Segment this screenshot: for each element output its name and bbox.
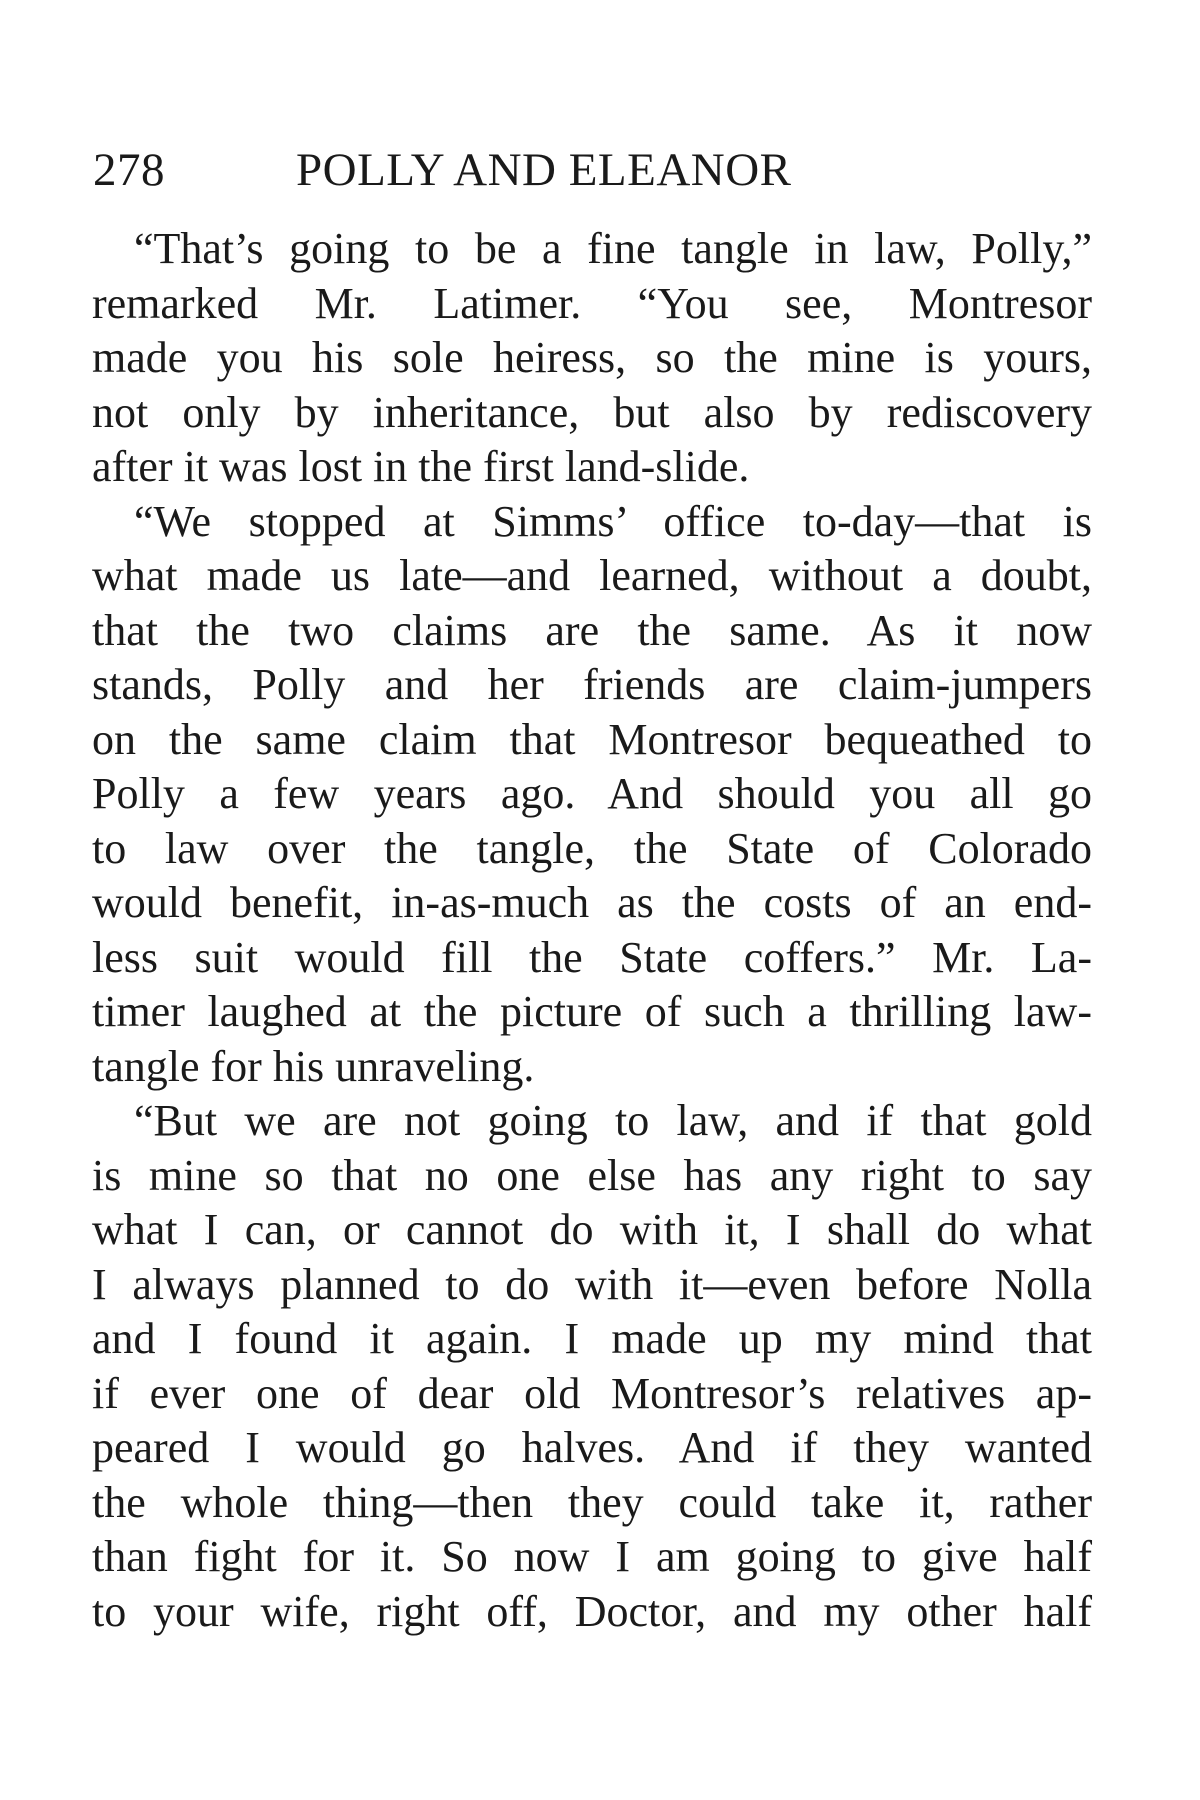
text-line: the whole thing—then they could take it, rather [92, 1477, 1092, 1527]
text-line: not only by inheritance, but also by rediscovery [92, 387, 1092, 437]
text-line: after it was lost in the first land-slide. [92, 442, 750, 491]
text-line: what I can, or cannot do with it, I shall do what [92, 1205, 1092, 1254]
text-line: peared I would go halves. And if they wanted [92, 1423, 1092, 1472]
text-line: would benefit, in-as-much as the costs of an end- [92, 878, 1092, 927]
body-text [92, 222, 1092, 1639]
text-line: stands, Polly and her friends are claim-jumpers [92, 660, 1092, 709]
text-line: made you his sole heiress, so the mine is yours, [92, 333, 1092, 382]
text-line: and I found it again. I made up my mind that [92, 1314, 1092, 1363]
text-line: on the same claim that Montresor bequeathed to [92, 714, 1092, 764]
page-number: 278 [93, 144, 165, 196]
text-line: “But we are not going to law, and if that gold [134, 1096, 1092, 1145]
text-line: Polly a few years ago. And should you all go [92, 769, 1092, 818]
text-line: less suit would fill the State coffers.” Mr. La- [92, 932, 1092, 982]
text-line: than fight for it. So now I am going to give half [92, 1532, 1092, 1581]
text-line: I always planned to do with it—even before Nolla [92, 1259, 1092, 1309]
text-line: to law over the tangle, the State of Colorado [92, 823, 1092, 873]
text-line: is mine so that no one else has any right to say [92, 1150, 1092, 1200]
book-title: POLLY AND ELEANOR [296, 144, 792, 196]
text-line: “We stopped at Simms’ office to-day—that is [134, 496, 1092, 546]
text-line: timer laughed at the picture of such a thrilling law- [92, 987, 1092, 1036]
text-line: if ever one of dear old Montresor’s relatives ap- [92, 1368, 1092, 1418]
text-line: what made us late—and learned, without a doubt, [92, 551, 1092, 600]
text-line: “That’s going to be a fine tangle in law, Polly,” [134, 224, 1092, 273]
text-line: tangle for his unraveling. [92, 1041, 535, 1091]
text-line: to your wife, right off, Doctor, and my other half [92, 1586, 1092, 1636]
text-line: remarked Mr. Latimer. “You see, Montresor [92, 278, 1092, 328]
running-head [93, 140, 1093, 200]
text-line: that the two claims are the same. As it now [92, 605, 1092, 655]
